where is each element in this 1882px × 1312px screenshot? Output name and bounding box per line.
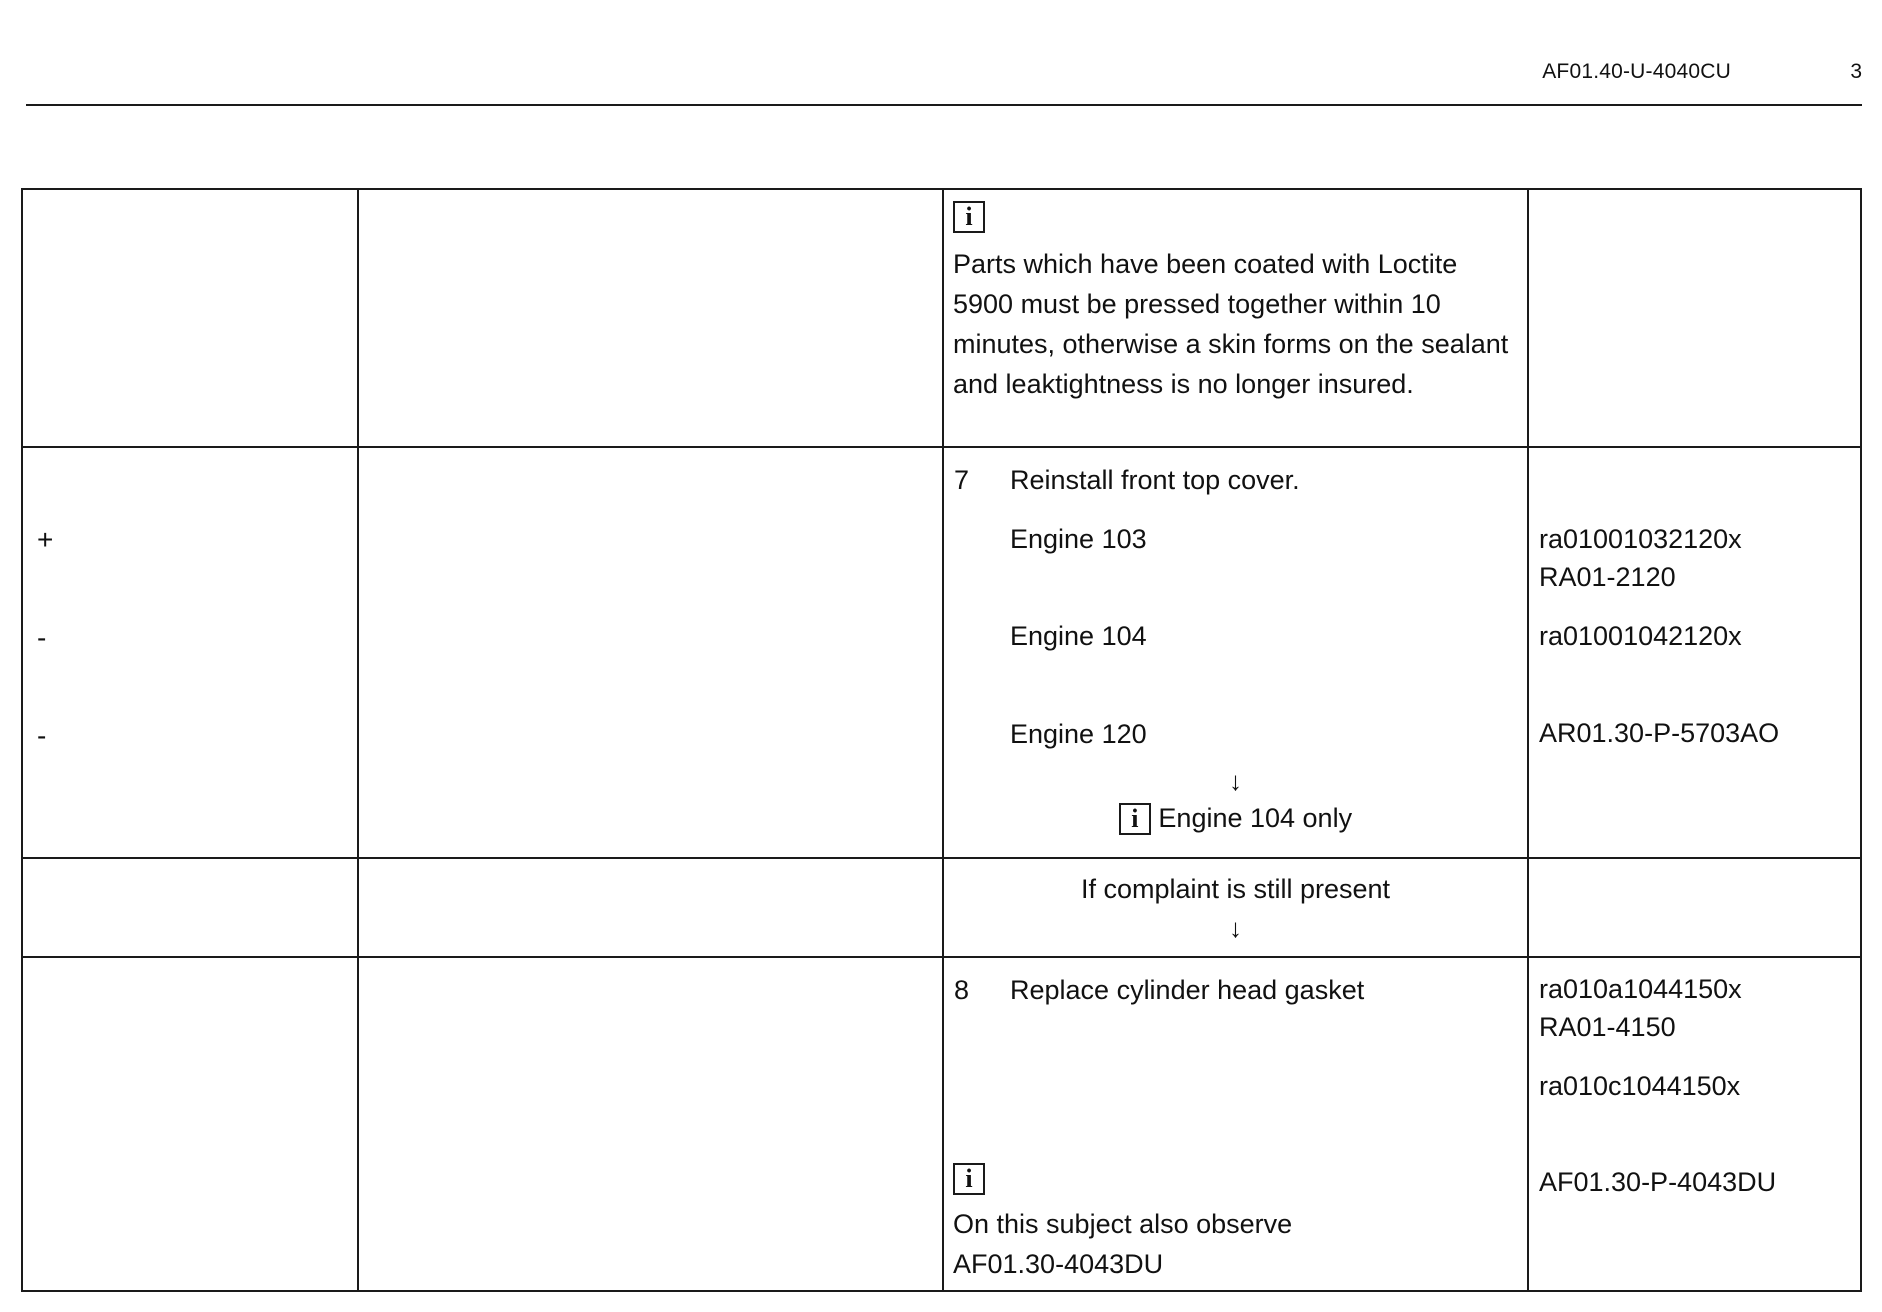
reference-cell bbox=[1528, 189, 1861, 447]
engine-note-text: Engine 104 only bbox=[1158, 803, 1353, 833]
instruction-cell bbox=[943, 447, 1528, 858]
reference-cell bbox=[1528, 858, 1861, 957]
note-line: On this subject also observe bbox=[953, 1209, 1293, 1239]
engine-note bbox=[944, 798, 1527, 838]
reference-cell bbox=[1528, 957, 1861, 1291]
loctite-note: Parts which have been coated with Loctite 5900 must be pressed together within 10 minutes, otherwise a skin forms on the sealant and leaktightness is no longer insured. bbox=[953, 249, 1509, 399]
work-unit-ref: ra010a1044150x bbox=[1539, 974, 1742, 1004]
instruction-cell bbox=[943, 189, 1528, 447]
step-text: Replace cylinder head gasket bbox=[1010, 975, 1365, 1005]
work-unit-ref: ra010c1044150x bbox=[1539, 1071, 1741, 1101]
info-icon: i bbox=[953, 1163, 985, 1195]
document-code: AF01.40-U-4040CU bbox=[1542, 60, 1731, 83]
engine-label: Engine 120 bbox=[1010, 719, 1147, 749]
down-arrow-icon: ↓ bbox=[1229, 913, 1242, 943]
engine-label: Engine 104 bbox=[1010, 621, 1147, 651]
plus-marker: + bbox=[37, 524, 54, 555]
empty-cell bbox=[358, 858, 943, 957]
table-row bbox=[22, 957, 1861, 1291]
step-number: 8 bbox=[954, 975, 970, 1005]
marker-cell bbox=[22, 957, 358, 1291]
table-row bbox=[22, 858, 1861, 957]
table-row bbox=[22, 189, 1861, 447]
procedure-ref: AF01.30-P-4043DU bbox=[1539, 1167, 1777, 1197]
step-text: Reinstall front top cover. bbox=[1010, 465, 1300, 495]
minus-marker: - bbox=[37, 720, 47, 751]
procedure-ref: AR01.30-P-5703AO bbox=[1539, 718, 1780, 748]
info-icon: i bbox=[953, 201, 985, 233]
reference-cell bbox=[1528, 447, 1861, 858]
table-row bbox=[22, 447, 1861, 858]
work-unit-ref: RA01-4150 bbox=[1539, 1012, 1676, 1042]
gasket-note bbox=[953, 1204, 1292, 1284]
marker-cell bbox=[22, 447, 358, 858]
page-header bbox=[26, 52, 1862, 106]
engine-label: Engine 103 bbox=[1010, 524, 1147, 554]
marker-cell bbox=[22, 189, 358, 447]
work-unit-ref: RA01-2120 bbox=[1539, 562, 1676, 592]
marker-cell bbox=[22, 858, 358, 957]
condition-cell bbox=[943, 858, 1528, 957]
down-arrow-icon: ↓ bbox=[1229, 766, 1242, 796]
work-unit-ref: ra01001042120x bbox=[1539, 621, 1742, 651]
procedure-table bbox=[21, 188, 1862, 1292]
work-unit-ref: ra01001032120x bbox=[1539, 524, 1742, 554]
step-number: 7 bbox=[954, 465, 970, 495]
info-icon: i bbox=[1119, 803, 1151, 835]
page-number: 3 bbox=[1850, 60, 1862, 83]
instruction-cell bbox=[943, 957, 1528, 1291]
empty-cell bbox=[358, 189, 943, 447]
note-line: AF01.30-4043DU bbox=[953, 1249, 1164, 1279]
condition-text: If complaint is still present bbox=[1080, 874, 1391, 904]
empty-cell bbox=[358, 447, 943, 858]
minus-marker: - bbox=[37, 622, 47, 653]
empty-cell bbox=[358, 957, 943, 1291]
